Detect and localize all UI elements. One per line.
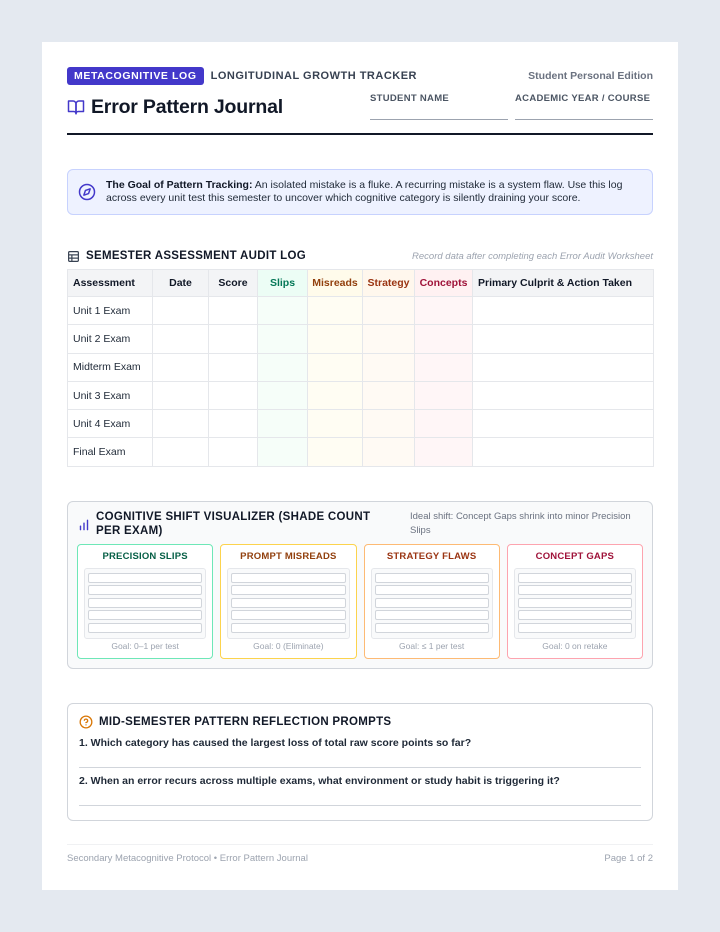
reflection-prompt-1: 1. Which category has caused the largest loss of total raw score points so far? bbox=[79, 736, 472, 749]
shade-slot[interactable] bbox=[231, 623, 345, 633]
concepts-cell[interactable] bbox=[415, 410, 473, 438]
shade-slot[interactable] bbox=[375, 573, 489, 583]
book-open-icon bbox=[67, 98, 85, 116]
page-title: Error Pattern Journal bbox=[91, 95, 283, 118]
tracker-label: LONGITUDINAL GROWTH TRACKER bbox=[210, 70, 417, 82]
footer-left: Secondary Metacognitive Protocol • Error Pattern Journal bbox=[67, 853, 308, 864]
shade-slot[interactable] bbox=[518, 610, 632, 620]
culprit-cell[interactable] bbox=[473, 438, 654, 466]
date-cell[interactable] bbox=[153, 325, 209, 353]
table-row bbox=[68, 325, 654, 353]
strategy-cell[interactable] bbox=[363, 325, 415, 353]
shade-slot[interactable] bbox=[375, 610, 489, 620]
table-row bbox=[68, 297, 654, 325]
audit-table-body bbox=[68, 297, 654, 467]
date-cell[interactable] bbox=[153, 410, 209, 438]
misreads-cell[interactable] bbox=[308, 297, 363, 325]
card-goal: Goal: 0 on retake bbox=[542, 640, 608, 651]
student-name-field[interactable] bbox=[370, 93, 508, 133]
header-main bbox=[67, 93, 653, 135]
student-name-label: STUDENT NAME bbox=[370, 93, 450, 104]
concepts-cell[interactable] bbox=[415, 438, 473, 466]
worksheet-page bbox=[42, 42, 678, 890]
goal-text bbox=[106, 179, 642, 205]
col-score: Score bbox=[209, 270, 258, 297]
shade-grid bbox=[514, 568, 636, 639]
table-icon bbox=[67, 250, 80, 263]
score-cell[interactable] bbox=[209, 325, 258, 353]
shade-grid bbox=[227, 568, 349, 639]
strategy-cell[interactable] bbox=[363, 381, 415, 409]
academic-year-line[interactable] bbox=[515, 119, 653, 120]
visualizer-heading bbox=[77, 510, 643, 540]
assessment-name: Unit 3 Exam bbox=[68, 381, 153, 409]
col-strategy: Strategy bbox=[363, 270, 415, 297]
shade-slot[interactable] bbox=[375, 598, 489, 608]
col-primary-culprit: Primary Culprit & Action Taken bbox=[473, 270, 654, 297]
shade-slot[interactable] bbox=[518, 585, 632, 595]
card-concept-gaps bbox=[507, 544, 643, 659]
slips-cell[interactable] bbox=[258, 381, 308, 409]
compass-icon bbox=[78, 183, 96, 201]
shade-slot[interactable] bbox=[231, 585, 345, 595]
assessment-name: Midterm Exam bbox=[68, 353, 153, 381]
col-misreads: Misreads bbox=[308, 270, 363, 297]
card-title: PROMPT MISREADS bbox=[240, 550, 337, 562]
edition-label: Student Personal Edition bbox=[528, 70, 653, 82]
shade-slot[interactable] bbox=[518, 598, 632, 608]
misreads-cell[interactable] bbox=[308, 438, 363, 466]
concepts-cell[interactable] bbox=[415, 297, 473, 325]
card-goal: Goal: 0 (Eliminate) bbox=[253, 640, 324, 651]
student-name-line[interactable] bbox=[370, 119, 508, 120]
student-fields bbox=[362, 93, 653, 133]
strategy-cell[interactable] bbox=[363, 438, 415, 466]
assessment-name: Unit 2 Exam bbox=[68, 325, 153, 353]
score-cell[interactable] bbox=[209, 438, 258, 466]
assessment-name: Unit 1 Exam bbox=[68, 297, 153, 325]
misreads-cell[interactable] bbox=[308, 325, 363, 353]
culprit-cell[interactable] bbox=[473, 297, 654, 325]
page-number: Page 1 of 2 bbox=[604, 853, 653, 864]
card-title: STRATEGY FLAWS bbox=[386, 550, 477, 562]
goal-lead: The Goal of Pattern Tracking: bbox=[106, 179, 253, 191]
score-cell[interactable] bbox=[209, 381, 258, 409]
shade-slot[interactable] bbox=[375, 585, 489, 595]
table-row bbox=[68, 381, 654, 409]
shade-slot[interactable] bbox=[518, 623, 632, 633]
culprit-cell[interactable] bbox=[473, 410, 654, 438]
date-cell[interactable] bbox=[153, 297, 209, 325]
shade-slot[interactable] bbox=[375, 623, 489, 633]
page-footer bbox=[67, 844, 653, 864]
audit-heading bbox=[67, 248, 653, 264]
slips-cell[interactable] bbox=[258, 297, 308, 325]
question-circle-icon bbox=[79, 715, 93, 729]
bar-chart-icon bbox=[77, 518, 91, 532]
culprit-cell[interactable] bbox=[473, 353, 654, 381]
reflection-panel bbox=[67, 703, 653, 821]
col-assessment: Assessment bbox=[68, 270, 153, 297]
goal-callout bbox=[67, 169, 653, 215]
card-title: CONCEPT GAPS bbox=[535, 550, 615, 562]
table-row bbox=[68, 410, 654, 438]
misreads-cell[interactable] bbox=[308, 410, 363, 438]
misreads-cell[interactable] bbox=[308, 353, 363, 381]
answer-line-2[interactable] bbox=[79, 805, 641, 806]
academic-year-field[interactable] bbox=[515, 93, 653, 133]
table-header-row bbox=[68, 270, 654, 297]
assessment-name: Unit 4 Exam bbox=[68, 410, 153, 438]
answer-line-1[interactable] bbox=[79, 767, 641, 768]
table-row bbox=[68, 438, 654, 466]
concepts-cell[interactable] bbox=[415, 325, 473, 353]
concepts-cell[interactable] bbox=[415, 353, 473, 381]
misreads-cell[interactable] bbox=[308, 381, 363, 409]
slips-cell[interactable] bbox=[258, 325, 308, 353]
header-top bbox=[67, 67, 653, 85]
culprit-cell[interactable] bbox=[473, 381, 654, 409]
reflection-title: MID-SEMESTER PATTERN REFLECTION PROMPTS bbox=[99, 715, 392, 728]
card-title: PRECISION SLIPS bbox=[102, 550, 188, 562]
visualizer-note: Ideal shift: Concept Gaps shrink into minor Precision Slips bbox=[410, 510, 631, 536]
visualizer-cards bbox=[77, 544, 643, 659]
shade-grid bbox=[84, 568, 206, 639]
card-goal: Goal: ≤ 1 per test bbox=[399, 640, 465, 651]
academic-year-label: ACADEMIC YEAR / COURSE bbox=[515, 93, 651, 104]
concepts-cell[interactable] bbox=[415, 381, 473, 409]
slips-cell[interactable] bbox=[258, 353, 308, 381]
date-cell[interactable] bbox=[153, 353, 209, 381]
audit-table bbox=[67, 269, 654, 467]
shade-grid bbox=[371, 568, 493, 639]
shade-slot[interactable] bbox=[231, 598, 345, 608]
assessment-name: Final Exam bbox=[68, 438, 153, 466]
shade-slot[interactable] bbox=[88, 573, 202, 583]
strategy-cell[interactable] bbox=[363, 353, 415, 381]
score-cell[interactable] bbox=[209, 410, 258, 438]
card-strategy-flaws bbox=[364, 544, 500, 659]
card-goal: Goal: 0–1 per test bbox=[111, 640, 179, 651]
slips-cell[interactable] bbox=[258, 438, 308, 466]
title-block bbox=[67, 93, 283, 121]
goal-body: An isolated mistake is a fluke. A recurring mistake is a system flaw. Use this log across every unit test this semester to uncover which cognitive category is silently draining your score. bbox=[106, 179, 623, 204]
score-cell[interactable] bbox=[209, 297, 258, 325]
date-cell[interactable] bbox=[153, 438, 209, 466]
table-row bbox=[68, 353, 654, 381]
col-date: Date bbox=[153, 270, 209, 297]
culprit-cell[interactable] bbox=[473, 325, 654, 353]
shade-slot[interactable] bbox=[518, 573, 632, 583]
visualizer-title: COGNITIVE SHIFT VISUALIZER (SHADE COUNT PER EXAM) bbox=[96, 510, 371, 537]
shade-slot[interactable] bbox=[231, 573, 345, 583]
audit-title: SEMESTER ASSESSMENT AUDIT LOG bbox=[86, 250, 306, 262]
log-badge: METACOGNITIVE LOG bbox=[67, 67, 204, 85]
card-prompt-misreads bbox=[220, 544, 356, 659]
reflection-heading bbox=[79, 715, 641, 729]
audit-note: Record data after completing each Error Audit Worksheet bbox=[412, 250, 653, 262]
score-cell[interactable] bbox=[209, 353, 258, 381]
reflection-prompt-2: 2. When an error recurs across multiple exams, what environment or study habit is triggering it? bbox=[79, 774, 560, 787]
card-precision-slips bbox=[77, 544, 213, 659]
date-cell[interactable] bbox=[153, 381, 209, 409]
visualizer-panel bbox=[67, 501, 653, 669]
col-concepts: Concepts bbox=[415, 270, 473, 297]
shade-slot[interactable] bbox=[231, 610, 345, 620]
shade-slot[interactable] bbox=[88, 610, 202, 620]
slips-cell[interactable] bbox=[258, 410, 308, 438]
shade-slot[interactable] bbox=[88, 585, 202, 595]
strategy-cell[interactable] bbox=[363, 410, 415, 438]
shade-slot[interactable] bbox=[88, 598, 202, 608]
col-slips: Slips bbox=[258, 270, 308, 297]
shade-slot[interactable] bbox=[88, 623, 202, 633]
strategy-cell[interactable] bbox=[363, 297, 415, 325]
